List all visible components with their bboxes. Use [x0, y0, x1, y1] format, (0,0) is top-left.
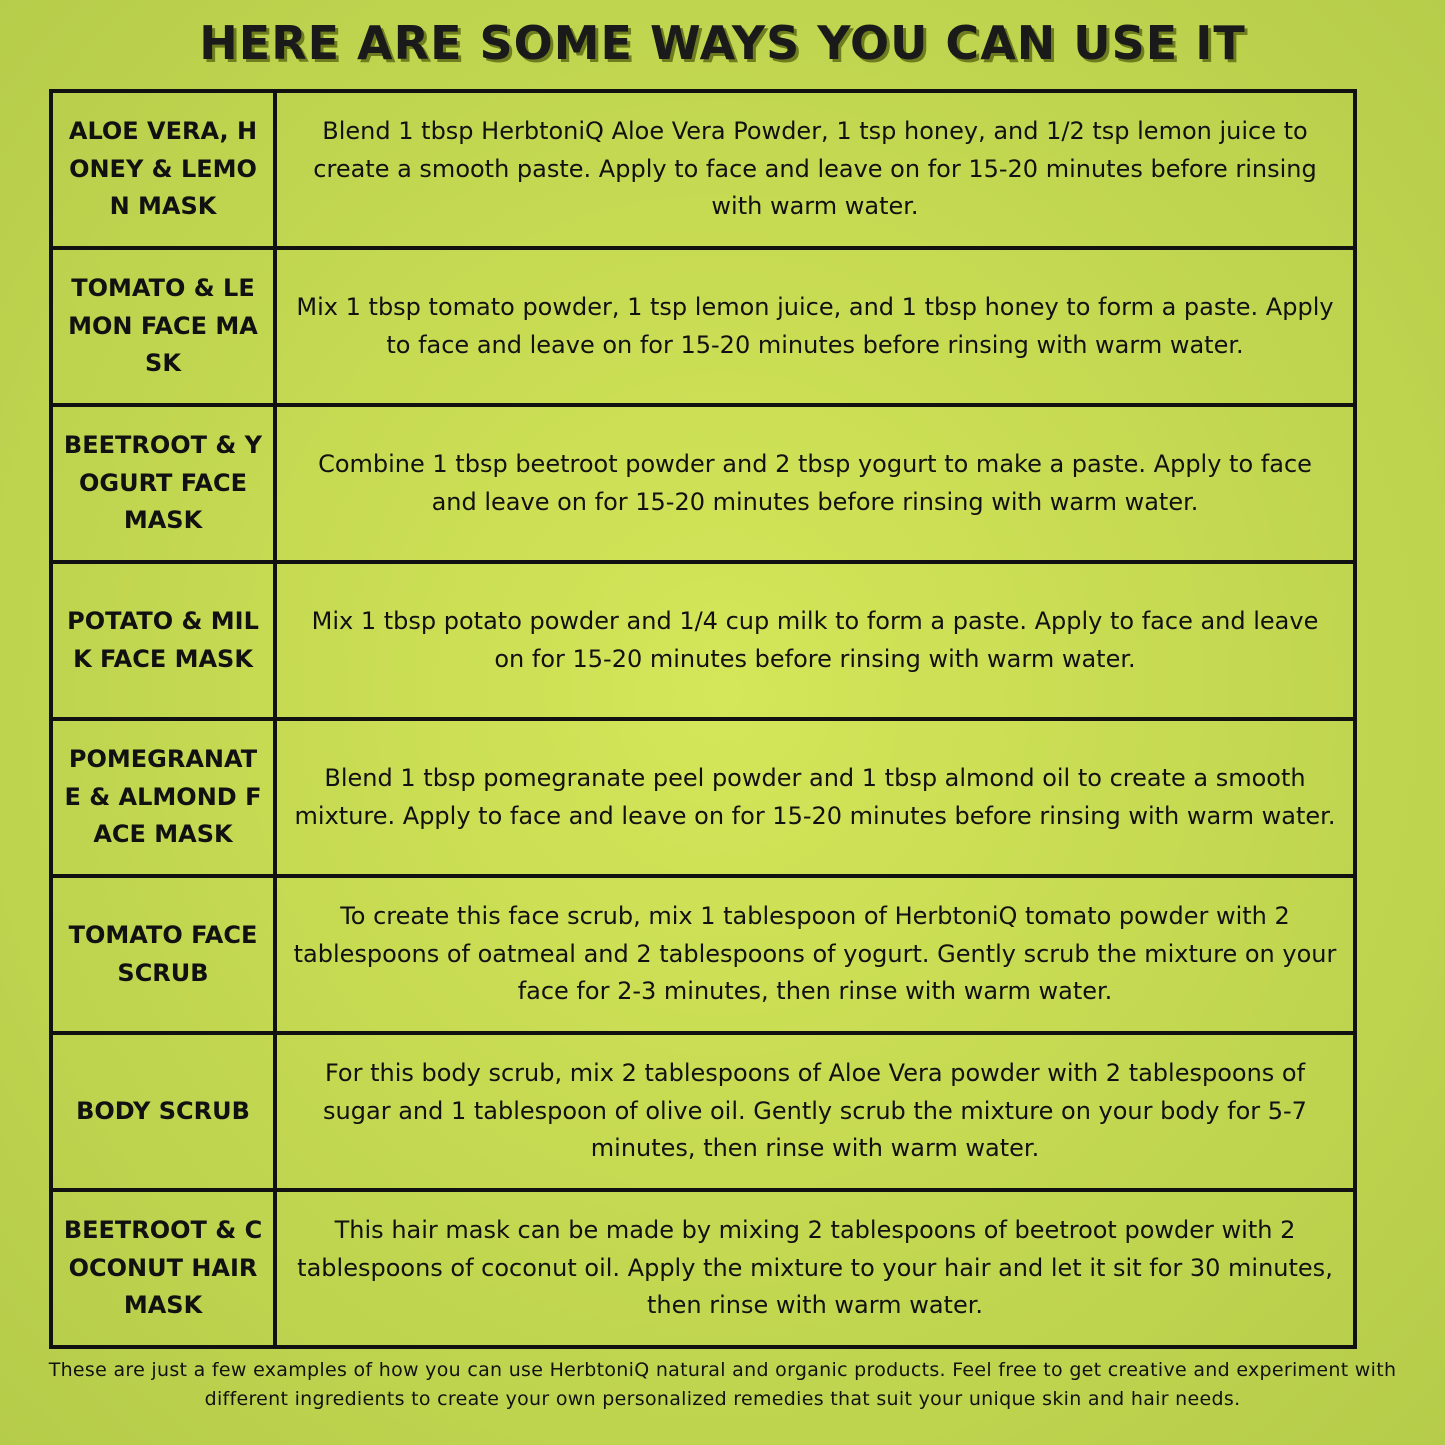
- remedy-name: TOMATO & LEMON FACE MASK: [51, 248, 275, 405]
- table-row: [51, 876, 1355, 1033]
- page-title: HERE ARE SOME WAYS YOU CAN USE IT: [199, 16, 1246, 70]
- table-row: [51, 91, 1355, 248]
- table-row: [51, 562, 1355, 719]
- remedy-name: POMEGRANATE & ALMOND FACE MASK: [51, 719, 275, 876]
- remedy-description: To create this face scrub, mix 1 tablespoon of HerbtoniQ tomato powder with 2 tablespoons of oatmeal and 2 tablespoons of yogurt. Gently scrub the mixture on your face for 2-3 minutes, then rinse with warm water.: [275, 876, 1355, 1033]
- remedy-description: Mix 1 tbsp potato powder and 1/4 cup milk to form a paste. Apply to face and leave on for 15-20 minutes before rinsing with warm water.: [275, 562, 1355, 719]
- remedy-description: Combine 1 tbsp beetroot powder and 2 tbsp yogurt to make a paste. Apply to face and leave on for 15-20 minutes before rinsing with warm water.: [275, 405, 1355, 562]
- table-row: [51, 1190, 1355, 1347]
- footer-note: These are just a few examples of how you can use HerbtoniQ natural and organic products. Feel free to get creative and experiment with different ingredients to create your own personalized remedies that suit your unique skin and hair needs.: [48, 1359, 1397, 1410]
- remedy-description: Blend 1 tbsp HerbtoniQ Aloe Vera Powder, 1 tsp honey, and 1/2 tsp lemon juice to create a smooth paste. Apply to face and leave on for 15-20 minutes before rinsing with warm water.: [275, 91, 1355, 248]
- remedy-name: BEETROOT & YOGURT FACE MASK: [51, 405, 275, 562]
- remedy-description: Blend 1 tbsp pomegranate peel powder and 1 tbsp almond oil to create a smooth mixture. Apply to face and leave on for 15-20 minutes before rinsing with warm water.: [275, 719, 1355, 876]
- remedy-description: For this body scrub, mix 2 tablespoons of Aloe Vera powder with 2 tablespoons of sugar and 1 tablespoon of olive oil. Gently scrub the mixture on your body for 5-7 minutes, then rinse with warm water.: [275, 1033, 1355, 1190]
- remedy-name: ALOE VERA, HONEY & LEMON MASK: [51, 91, 275, 248]
- remedy-name: POTATO & MILK FACE MASK: [51, 562, 275, 719]
- usage-table: [49, 89, 1357, 1349]
- table-row: [51, 248, 1355, 405]
- table-row: [51, 719, 1355, 876]
- table-row: [51, 1033, 1355, 1190]
- remedy-name: BEETROOT & COCONUT HAIR MASK: [51, 1190, 275, 1347]
- remedy-description: Mix 1 tbsp tomato powder, 1 tsp lemon juice, and 1 tbsp honey to form a paste. Apply to face and leave on for 15-20 minutes before rinsing with warm water.: [275, 248, 1355, 405]
- remedy-name: BODY SCRUB: [51, 1033, 275, 1190]
- remedy-name: TOMATO FACE SCRUB: [51, 876, 275, 1033]
- remedy-description: This hair mask can be made by mixing 2 tablespoons of beetroot powder with 2 tablespoons of coconut oil. Apply the mixture to your hair and let it sit for 30 minutes, then rinse with warm water.: [275, 1190, 1355, 1347]
- table-row: [51, 405, 1355, 562]
